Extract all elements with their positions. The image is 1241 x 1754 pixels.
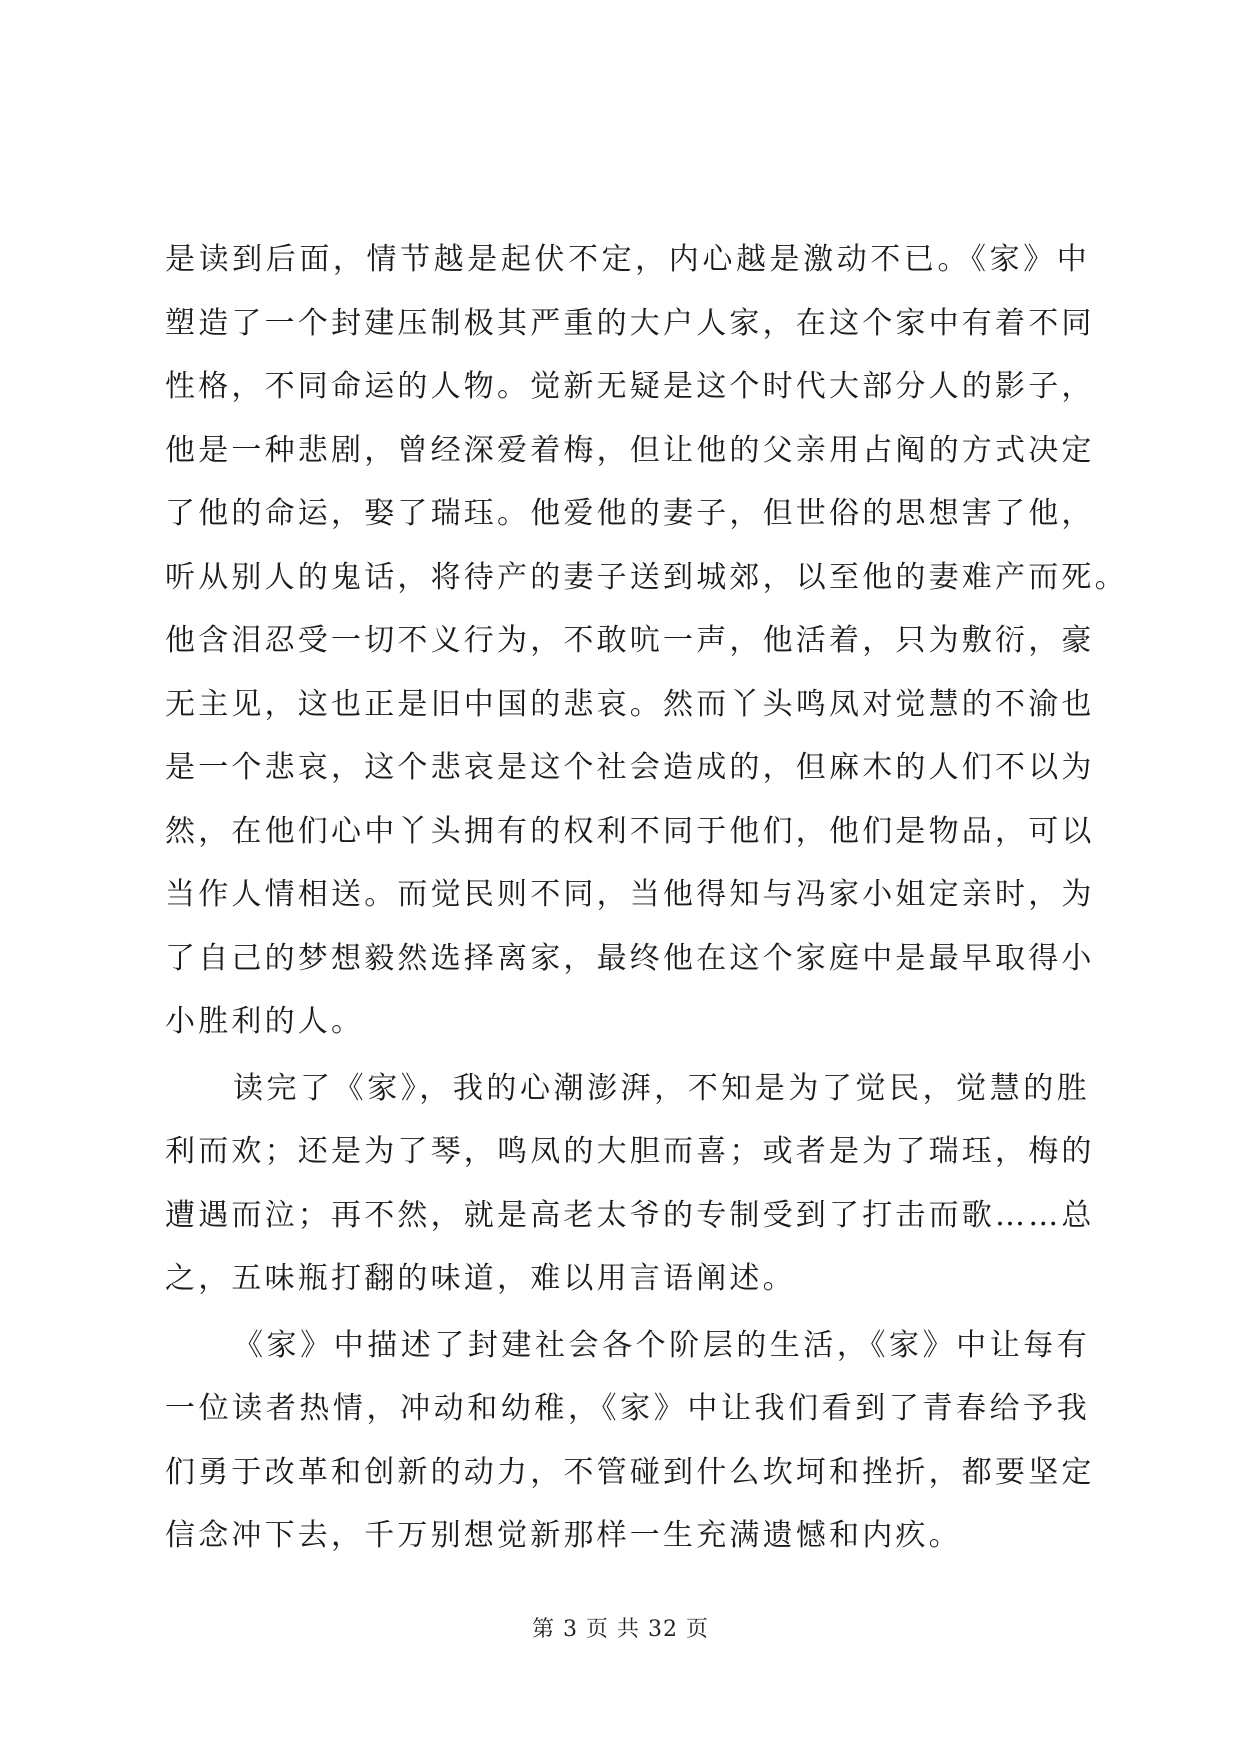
text-line: 他是一种悲剧，曾经深爱着梅，但让他的父亲用占阄的方式决定	[165, 432, 1095, 468]
paragraph-3	[165, 1314, 1095, 1568]
text-line: 读完了《家》，我的心潮澎湃，不知是为了觉民，觉慧的胜	[233, 1070, 1090, 1106]
text-line: 信念冲下去，千万别想觉新那样一生充满遗憾和内疚。	[165, 1518, 962, 1553]
text-line: 一位读者热情，冲动和幼稚，《家》中让我们看到了青春给予我	[165, 1391, 1090, 1426]
paragraph-2	[165, 1057, 1095, 1311]
text-line: 们勇于改革和创新的动力，不管碰到什么坎坷和挫折，都要坚定	[165, 1454, 1095, 1490]
text-line: 利而欢；还是为了琴，鸣凤的大胆而喜；或者是为了瑞珏，梅的	[165, 1134, 1095, 1169]
text-line: 了他的命运，娶了瑞珏。他爱他的妻子，但世俗的思想害了他，	[165, 496, 1095, 531]
text-line: 当作人情相送。而觉民则不同，当他得知与冯家小姐定亲时，为	[165, 877, 1095, 912]
page-number-footer: 第 3 页 共 32 页	[532, 1617, 709, 1642]
text-line: 无主见，这也正是旧中国的悲哀。然而丫头鸣凤对觉慧的不渝也	[165, 686, 1095, 722]
text-line: 遭遇而泣；再不然，就是高老太爷的专制受到了打击而歌……总	[165, 1197, 1095, 1233]
text-line: 听从别人的鬼话，将待产的妻子送到城郊，以至他的妻难产而死。	[165, 559, 1128, 595]
text-line: 然，在他们心中丫头拥有的权利不同于他们，他们是物品，可以	[165, 813, 1095, 849]
paragraph-1	[165, 228, 1128, 1054]
text-line: 性格，不同命运的人物。觉新无疑是这个时代大部分人的影子，	[165, 369, 1095, 404]
text-line: 小胜利的人。	[165, 1004, 365, 1039]
text-line: 是一个悲哀，这个悲哀是这个社会造成的，但麻木的人们不以为	[165, 750, 1095, 785]
text-line: 《家》中描述了封建社会各个阶层的生活，《家》中让每有	[233, 1327, 1090, 1363]
text-line: 塑造了一个封建压制极其严重的大户人家，在这个家中有着不同	[165, 305, 1095, 341]
text-line: 之，五味瓶打翻的味道，难以用言语阐述。	[165, 1261, 796, 1296]
body-text	[165, 228, 1128, 1568]
text-line: 他含泪忍受一切不义行为，不敢吭一声，他活着，只为敷衍，豪	[165, 623, 1095, 658]
text-line: 是读到后面，情节越是起伏不定，内心越是激动不已。《家》中	[165, 242, 1090, 277]
text-line: 了自己的梦想毅然选择离家，最终他在这个家庭中是最早取得小	[165, 940, 1095, 976]
